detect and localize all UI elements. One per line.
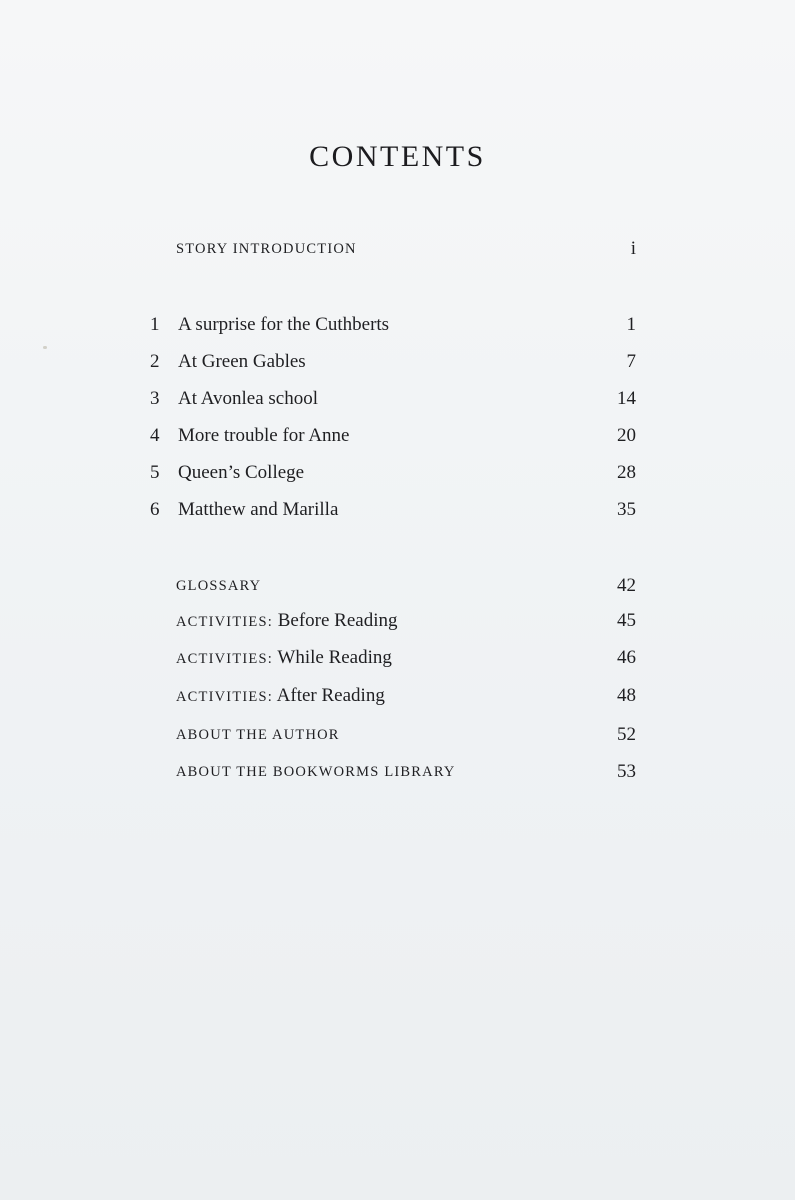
toc-entry-about-library[interactable] [150,761,636,791]
toc-entry-glossary[interactable] [150,575,636,605]
activities-title: After Reading [276,685,385,706]
chapter-page: 7 [626,351,636,372]
toc-entry-label: STORY INTRODUCTION [176,241,357,257]
toc-entry-label [176,610,397,632]
chapter-number: 3 [150,388,160,409]
toc-chapter-6[interactable] [150,499,636,529]
chapter-page: 28 [617,462,636,483]
toc-chapter-3[interactable] [150,388,636,418]
chapter-page: 1 [626,314,636,335]
toc-entry-label: ABOUT THE BOOKWORMS LIBRARY [176,764,456,780]
chapter-title: More trouble for Anne [178,425,350,446]
chapter-number: 2 [150,351,160,372]
chapter-title: At Avonlea school [178,388,319,409]
toc-entry-activities-while[interactable] [150,647,636,677]
toc-entry-activities-after[interactable] [150,685,636,715]
chapter-page: 35 [617,499,636,520]
chapter-number: 4 [150,425,160,446]
toc-chapter-1[interactable] [150,314,636,344]
chapter-page: 20 [617,425,636,446]
chapter-title: Matthew and Marilla [178,499,339,520]
chapter-title: A surprise for the Cuthberts [178,314,390,335]
chapter-number: 1 [150,314,160,335]
page-title: CONTENTS [309,140,486,173]
toc-chapter-2[interactable] [150,351,636,381]
toc-entry-page: 45 [617,610,636,631]
chapter-number: 6 [150,499,160,520]
activities-prefix: ACTIVITIES: [176,651,273,667]
toc-chapter-4[interactable] [150,425,636,455]
toc-entry-page: 42 [617,575,636,596]
chapter-number: 5 [150,462,160,483]
toc-entry-label: ABOUT THE AUTHOR [176,727,340,743]
chapter-title: At Green Gables [178,351,306,372]
toc-entry-label [176,647,392,669]
toc-entry-label [176,685,385,707]
chapter-title: Queen’s College [178,462,305,483]
toc-entry-page: 48 [617,685,636,706]
toc-entry-intro[interactable] [150,238,636,268]
paper-smudge [43,346,47,349]
toc-chapter-5[interactable] [150,462,636,492]
toc-entry-activities-before[interactable] [150,610,636,640]
toc-entry-page: 52 [617,724,636,745]
toc-entry-page: 53 [617,761,636,782]
toc-entry-about-author[interactable] [150,724,636,754]
activities-title: Before Reading [277,610,398,631]
activities-prefix: ACTIVITIES: [176,689,273,705]
chapter-page: 14 [617,388,636,409]
activities-prefix: ACTIVITIES: [176,614,273,630]
toc-entry-page: 46 [617,647,636,668]
toc-entry-label: GLOSSARY [176,578,262,594]
toc-entry-page: i [630,238,636,259]
activities-title: While Reading [277,647,392,668]
